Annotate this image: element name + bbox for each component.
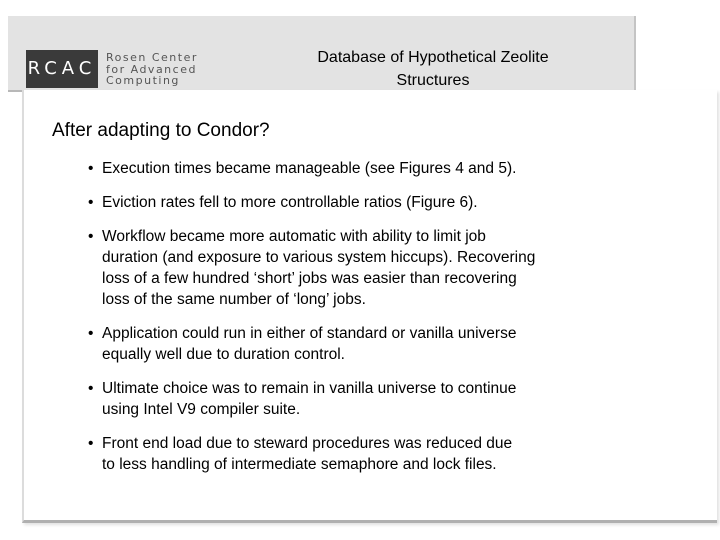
- bullet-dot: •: [88, 194, 94, 211]
- bullet-line: using Intel V9 compiler suite.: [102, 401, 301, 418]
- logo-line: Rosen Center: [106, 51, 198, 64]
- bullet-line: Ultimate choice was to remain in vanilla universe to continue: [102, 380, 517, 397]
- bullet-dot: •: [88, 160, 94, 177]
- header-banner: [8, 16, 636, 92]
- bullet-dot: •: [88, 228, 94, 245]
- content-panel: [22, 90, 717, 523]
- bullet-dot: •: [88, 325, 94, 342]
- bullet-item: [88, 433, 668, 475]
- bullet-line: Execution times became manageable (see Figures 4 and 5).: [102, 160, 517, 177]
- logo-mark: RCAC: [26, 50, 98, 88]
- bullet-line: loss of the same number of ‘long’ jobs.: [102, 291, 366, 308]
- bullet-line: Workflow became more automatic with ability to limit job: [102, 228, 486, 245]
- logo-line: for Advanced: [106, 62, 197, 76]
- bullet-dot: •: [88, 380, 94, 397]
- logo-text: [106, 52, 216, 87]
- bullet-line: to less handling of intermediate semaphore and lock files.: [102, 456, 497, 473]
- bullet-line: equally well due to duration control.: [102, 346, 345, 363]
- title-line: Database of Hypothetical Zeolite: [317, 49, 549, 66]
- bullet-item: [88, 192, 668, 213]
- bullet-dot: •: [88, 435, 94, 452]
- bullet-item: [88, 226, 668, 310]
- bullet-line: loss of a few hundred ‘short’ jobs was easier than recovering: [102, 270, 517, 287]
- logo-line: Computing: [106, 74, 180, 87]
- bullet-item: [88, 323, 668, 365]
- bullet-line: Eviction rates fell to more controllable ratios (Figure 6).: [102, 194, 478, 211]
- bullet-line: Front end load due to steward procedures was reduced due: [102, 435, 513, 452]
- bullet-item: [88, 378, 668, 420]
- title-line: Structures: [396, 72, 470, 89]
- content-heading: After adapting to Condor?: [52, 120, 270, 141]
- slide-title: [248, 46, 618, 92]
- bullet-list: [88, 158, 668, 488]
- rcac-logo: [26, 36, 196, 88]
- bullet-item: [88, 158, 668, 179]
- bullet-line: Application could run in either of standard or vanilla universe: [102, 325, 517, 342]
- bullet-line: duration (and exposure to various system hiccups). Recovering: [102, 249, 536, 266]
